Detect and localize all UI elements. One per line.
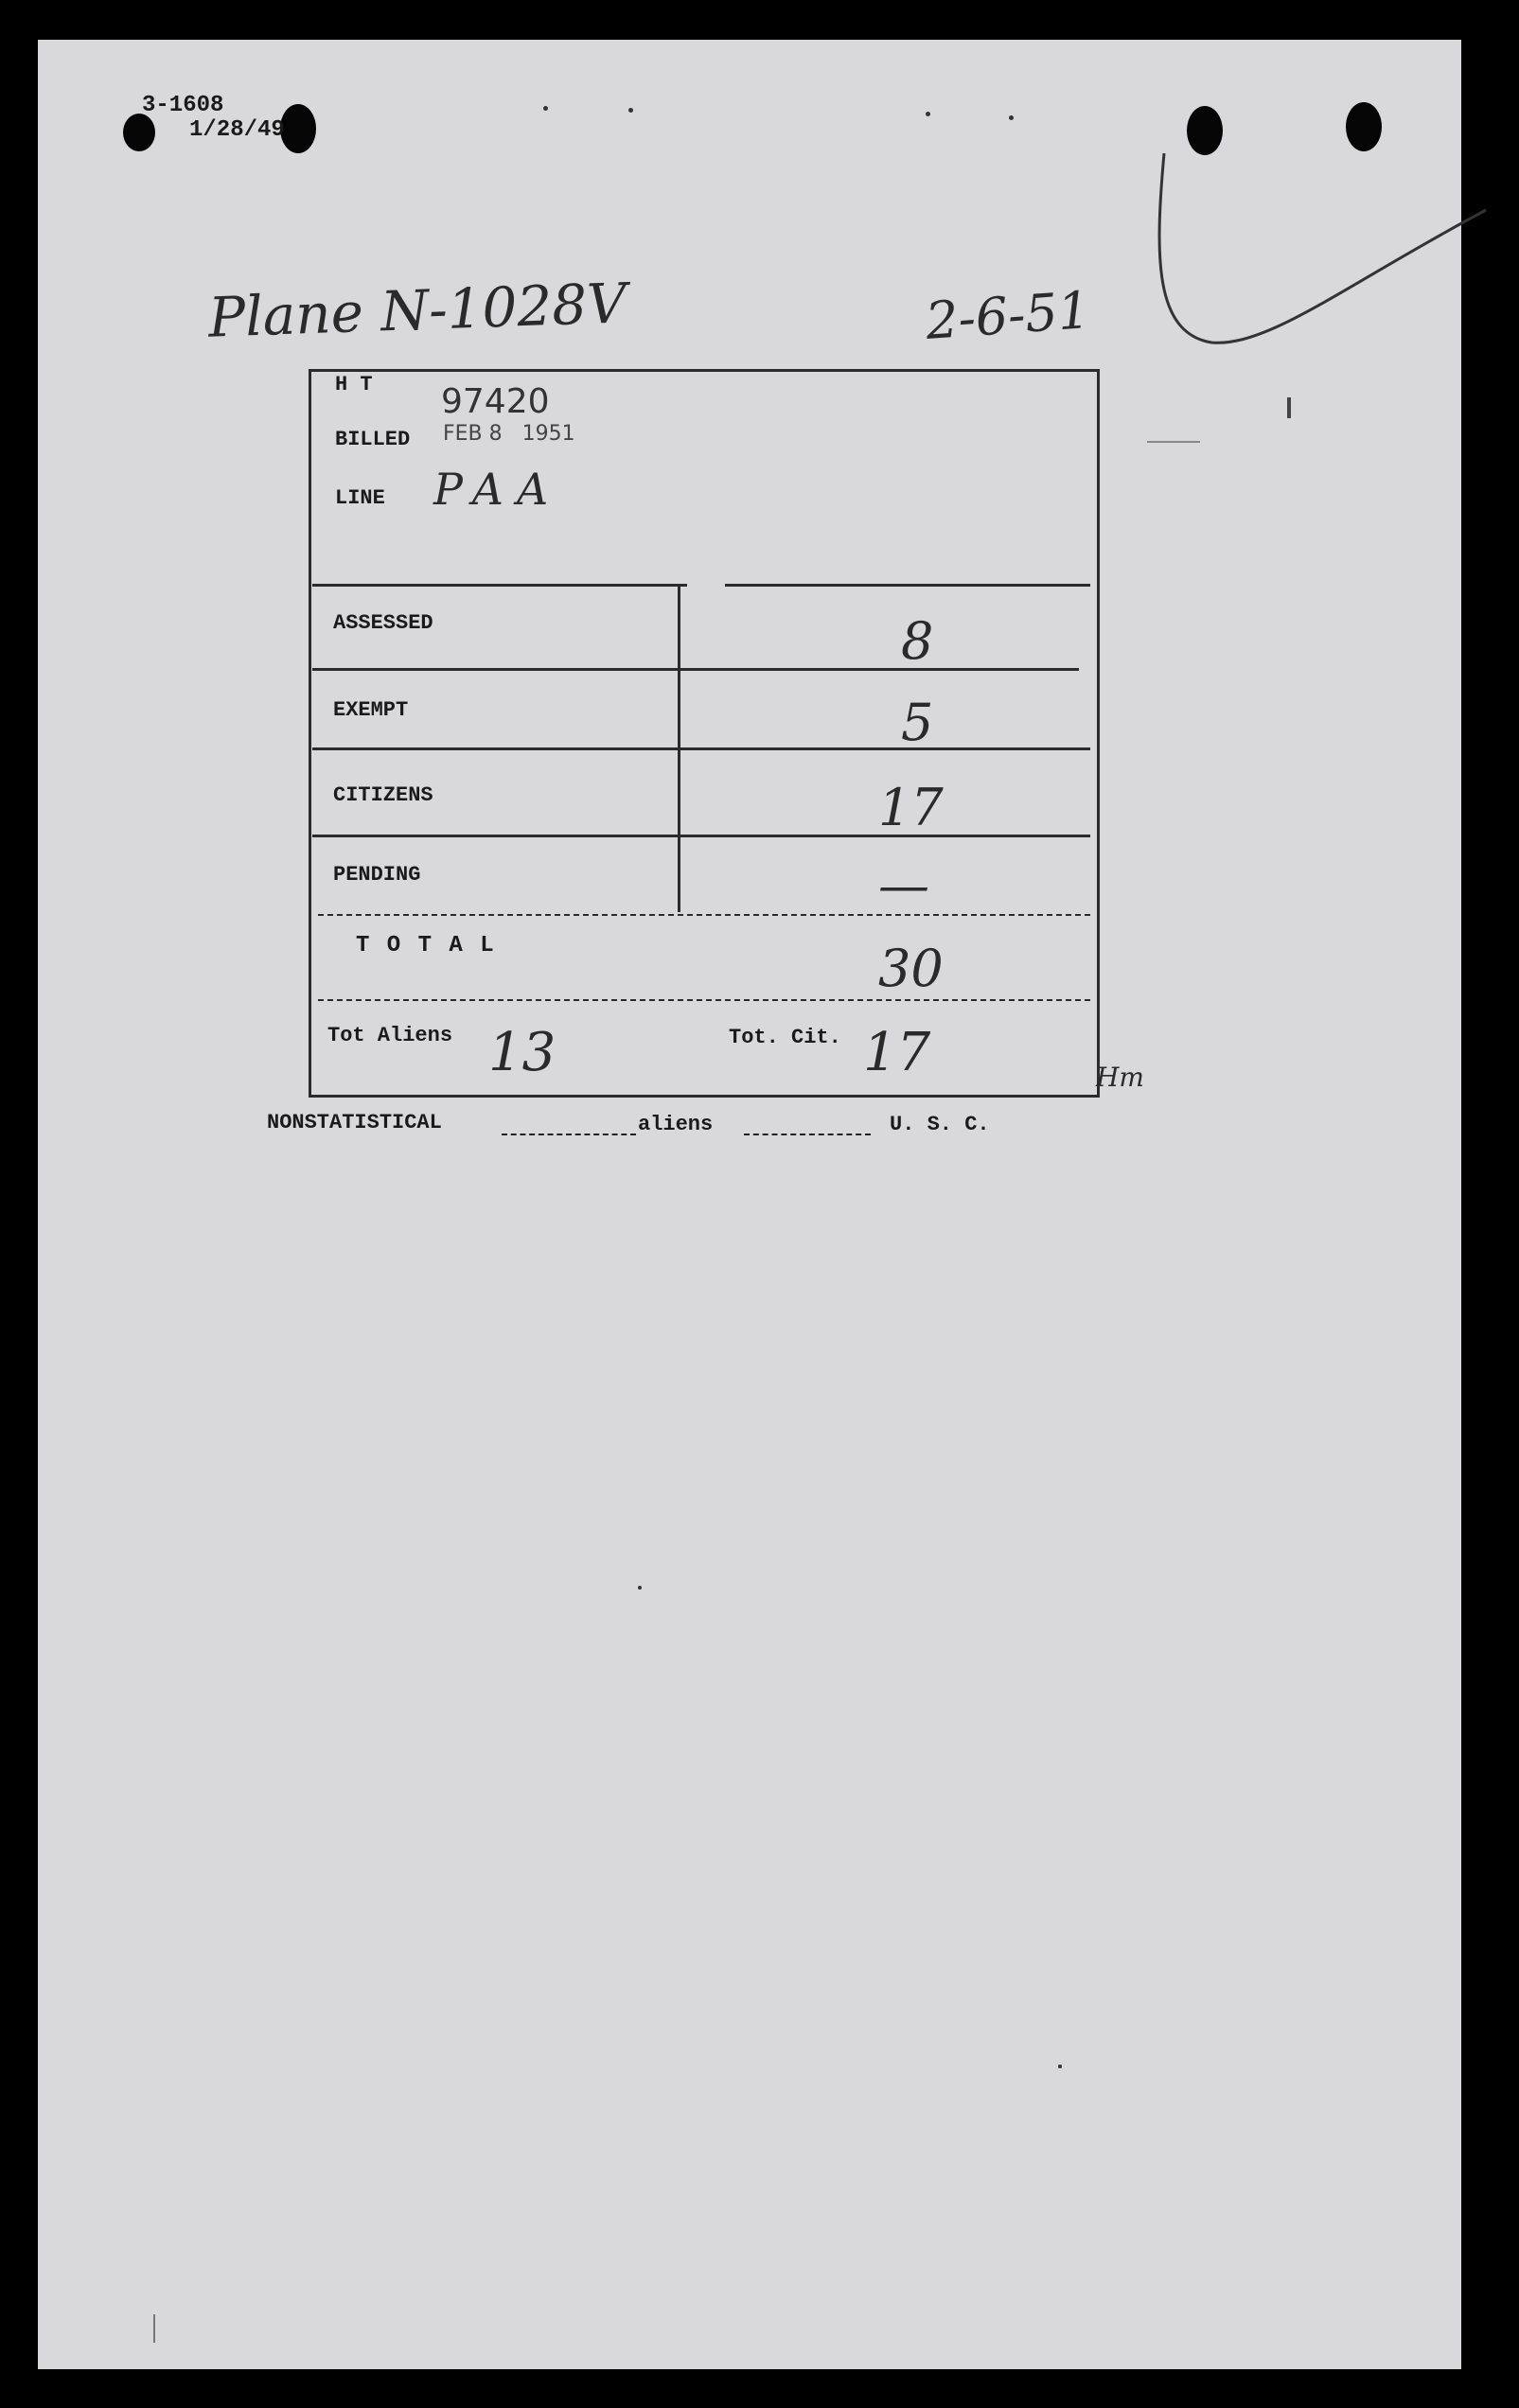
tot-aliens-label: Tot Aliens [327,1024,453,1047]
tot-cit-label: Tot. Cit. [729,1026,841,1049]
rule-citizens [312,835,1090,837]
citizens-value: 17 [878,778,944,837]
mark-dot [1058,2065,1062,2068]
usc-label: U. S. C. [890,1113,990,1136]
rule-exempt [312,747,1090,750]
rule-total [318,999,1090,1001]
pending-label: PENDING [333,863,421,887]
tot-cit-value: 17 [863,1022,931,1083]
exempt-label: EXEMPT [333,698,409,722]
mark-dot [1009,115,1014,120]
aliens-label: aliens [638,1113,714,1136]
nonstatistical-label: NONSTATISTICAL [267,1111,442,1134]
exempt-value: 5 [901,693,934,752]
handwritten-plane: Plane N-1028V [206,271,628,350]
nonstat-aliens-blank [502,1134,636,1135]
line-label: LINE [335,486,385,510]
ht-number: 97420 [441,382,550,421]
assessed-value: 8 [901,611,934,671]
check-mark-icon [1155,144,1495,390]
mark-dot [638,1586,642,1590]
punch-hole-center-left [123,114,155,151]
billed-label: BILLED [335,428,411,451]
faint-dash [1147,441,1200,443]
handwritten-initials: Hm [1096,1062,1144,1093]
total-value: 30 [878,939,944,998]
mark-dot [926,112,930,116]
tot-aliens-value: 13 [488,1022,556,1083]
rule-header-right [725,584,1090,587]
stamp-code: 3-1608 [142,93,224,118]
ht-label: H T [335,373,373,396]
document-page [38,40,1461,2369]
total-label: T O T A L [356,933,496,958]
rule-assessed [312,668,1079,671]
edge-mark [153,2314,155,2343]
punch-hole-left [280,104,316,153]
handwritten-line: PAA [433,464,562,515]
mark-dot [543,106,548,111]
citizens-label: CITIZENS [333,783,433,807]
handwritten-date: 2-6-51 [924,280,1092,351]
billed-date-stamp: FEB 8 1951 [443,422,575,446]
rule-pending [318,914,1090,916]
column-divider [678,587,680,912]
rule-header [312,584,687,587]
pending-value: — [878,855,929,915]
mark-dot [628,108,633,113]
stamp-date: 1/28/49 [189,117,285,143]
mark-tick [1287,397,1291,418]
form-box [309,369,1100,1098]
nonstat-usc-blank [744,1134,871,1135]
assessed-label: ASSESSED [333,611,433,635]
